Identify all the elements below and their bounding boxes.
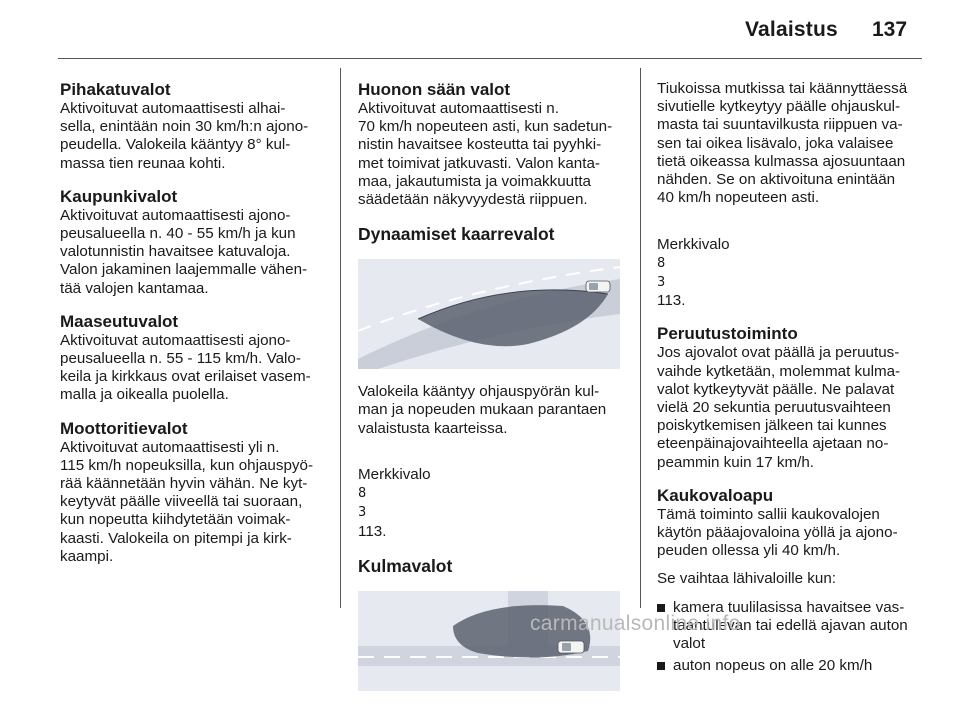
watermark: carmanualsonline.info [530,612,741,635]
cornering-light-illustration [358,591,620,691]
column-divider-right [640,68,641,608]
indicator-reference [657,217,927,310]
section-body-kaupunkivalot: Aktivoituvat automaattisesti ajono- peusalueella n. 40 - 55 km/h ja kun valotunnistin havaitsee katuvaloja. Valon jakaminen laajemmalle vähen- tää valojen kantamaa. [60,206,308,297]
section-heading-kulmavalot: Kulmavalot [358,555,453,576]
page-header-title: Valaistus [745,18,838,41]
list-item-text: auton nopeus on alle 20 km/h [673,657,873,675]
list-item [657,657,927,675]
section-heading-huonon-saan-valot: Huonon sään valot [358,80,511,99]
page-reference-arrow: 3 [657,275,666,291]
page-reference-number[interactable]: 113. [657,292,686,310]
section-body-huonon-saan-valot: Aktivoituvat automaattisesti n. 70 km/h nopeuteen asti, kun sadetun- nistin havaitsee kosteutta tai pyyhki- met toimivat jatkuvasti. Valon kanta- maa, jakautumista ja voimakkuutta säädetään näkyvyydestä riippuen. [358,100,613,209]
section-heading-peruutustoiminto: Peruutustoiminto [657,324,798,344]
kaukovaloapu-list-intro: Se vaihtaa lähivaloille kun: [657,570,836,588]
section-body-dynaamiset-kaarrevalot: Valokeila kääntyy ohjauspyörän kul- man ja nopeuden mukaan parantaen valaistusta kaarteissa. [358,383,607,437]
section-heading-pihakatuvalot: Pihakatuvalot [60,80,171,99]
indicator-reference [358,448,628,541]
kaukovaloapu-conditions-list [657,599,927,676]
section-body-kaukovaloapu: Tämä toiminto sallii kaukovalojen käytön pääajovaloina yöllä ja ajono- peuden ollessa yli 40 km/h. [657,505,898,560]
header-rule [58,58,922,59]
indicator-symbol: 8 [358,486,367,502]
cornering-light-illustration-graphic [358,591,620,691]
section-heading-dynaamiset-kaarrevalot: Dynaamiset kaarrevalot [358,224,555,245]
bullet-square-icon [657,604,665,612]
page-number: 137 [872,18,908,41]
section-heading-maaseutuvalot: Maaseutuvalot [60,311,179,331]
list-item-text: kamera tuulilasissa havaitsee vas- taantulevan tai edellä ajavan auton valot [673,598,908,653]
indicator-reference-label: Merkkivalo [657,235,730,253]
section-body-moottoritievalot: Aktivoituvat automaattisesti yli n. 115 km/h nopeuksilla, kun ohjauspyö- rää käännetään hyvin vähän. Ne kyt- keytyvät päälle viiveellä tai suoraan, kun nopeutta kiihdytetään voimak- kaasti. Valokeila on pitempi ja kirk- kaampi. [60,438,313,565]
page-reference-number[interactable]: 113. [358,522,387,540]
column-3 [657,80,927,679]
indicator-reference-label: Merkkivalo [358,466,431,484]
curve-light-illustration-graphic [358,259,620,369]
indicator-symbol: 8 [657,255,666,271]
section-body-pihakatuvalot: Aktivoituvat automaattisesti alhai- sella, enintään noin 30 km/h:n ajono- peudella. Valokeila kääntyy 8° kul- massa tien reunaa kohti. [60,100,309,172]
section-heading-kaukovaloapu: Kaukovaloapu [657,485,774,505]
page-reference-arrow: 3 [358,505,367,521]
column-1 [60,80,330,580]
bullet-square-icon [657,662,665,670]
section-heading-kaupunkivalot: Kaupunkivalot [60,186,178,206]
section-body-peruutustoiminto: Jos ajovalot ovat päällä ja peruutus- vaihde kytketään, molemmat kulma- valot kytkeytyvät päälle. Ne palavat vielä 20 sekuntia peruutusvaihteen poiskytkemisen jälkeen tai kunnes eteenpäinajovaihteella ajetaan no- peammin kuin 17 km/h. [657,344,901,471]
section-heading-moottoritievalot: Moottoritievalot [60,418,188,438]
column-divider-left [340,68,341,608]
section-body-maaseutuvalot: Aktivoituvat automaattisesti ajono- peusalueella n. 55 - 115 km/h. Valo- keila ja kirkkaus ovat erilaiset vasem- malla ja oikealla puolella. [60,331,311,404]
curve-light-illustration [358,259,620,369]
cornering-light-description: Tiukoissa mutkissa tai käännyttäessä sivutielle kytkeytyy päälle ohjauskul- masta tai suuntavilkusta riippuen va- sen tai oikea lisävalo, joka valaisee tietä oikeassa kulmassa ajosuuntaan nähden. Se on aktivoituna enintään 40 km/h nopeuteen asti. [657,80,908,207]
